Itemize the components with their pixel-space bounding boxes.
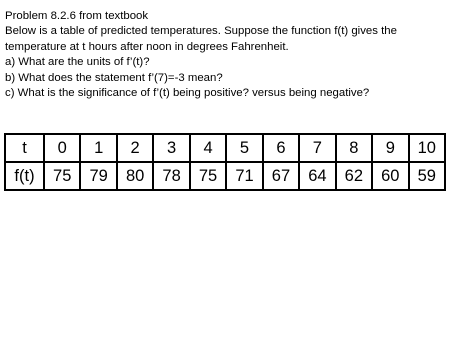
temperature-table-container bbox=[4, 133, 446, 189]
t-cell: 1 bbox=[80, 134, 116, 162]
f-cell: 62 bbox=[336, 162, 372, 190]
f-cell: 75 bbox=[190, 162, 226, 190]
t-cell: 5 bbox=[226, 134, 262, 162]
t-cell: 6 bbox=[263, 134, 299, 162]
f-row bbox=[5, 162, 445, 190]
t-row bbox=[5, 134, 445, 162]
problem-statement bbox=[5, 9, 447, 101]
f-cell: 79 bbox=[80, 162, 116, 190]
t-cell: 8 bbox=[336, 134, 372, 162]
t-cell: 10 bbox=[409, 134, 445, 162]
question-a: a) What are the units of f’(t)? bbox=[5, 56, 150, 69]
f-cell: 64 bbox=[299, 162, 335, 190]
question-b: b) What does the statement f’(7)=-3 mean? bbox=[5, 71, 223, 84]
f-cell: 60 bbox=[372, 162, 408, 190]
t-cell: 2 bbox=[117, 134, 153, 162]
f-cell: 71 bbox=[226, 162, 262, 190]
t-cell: 0 bbox=[44, 134, 80, 162]
t-cell: 4 bbox=[190, 134, 226, 162]
problem-description: Below is a table of predicted temperatures. Suppose the function f(t) gives the temperature at t hours after noon in degrees Fahrenheit. bbox=[5, 25, 397, 53]
t-cell: 7 bbox=[299, 134, 335, 162]
t-cell: 3 bbox=[153, 134, 189, 162]
f-row-label: f(t) bbox=[5, 162, 44, 190]
t-row-label: t bbox=[5, 134, 44, 162]
f-cell: 80 bbox=[117, 162, 153, 190]
f-cell: 59 bbox=[409, 162, 445, 190]
question-c: c) What is the significance of f’(t) being positive? versus being negative? bbox=[5, 87, 370, 100]
problem-title: Problem 8.2.6 from textbook bbox=[5, 10, 149, 22]
f-cell: 67 bbox=[263, 162, 299, 190]
f-cell: 75 bbox=[44, 162, 80, 190]
t-cell: 9 bbox=[372, 134, 408, 162]
f-cell: 78 bbox=[153, 162, 189, 190]
temperature-table bbox=[4, 133, 446, 191]
